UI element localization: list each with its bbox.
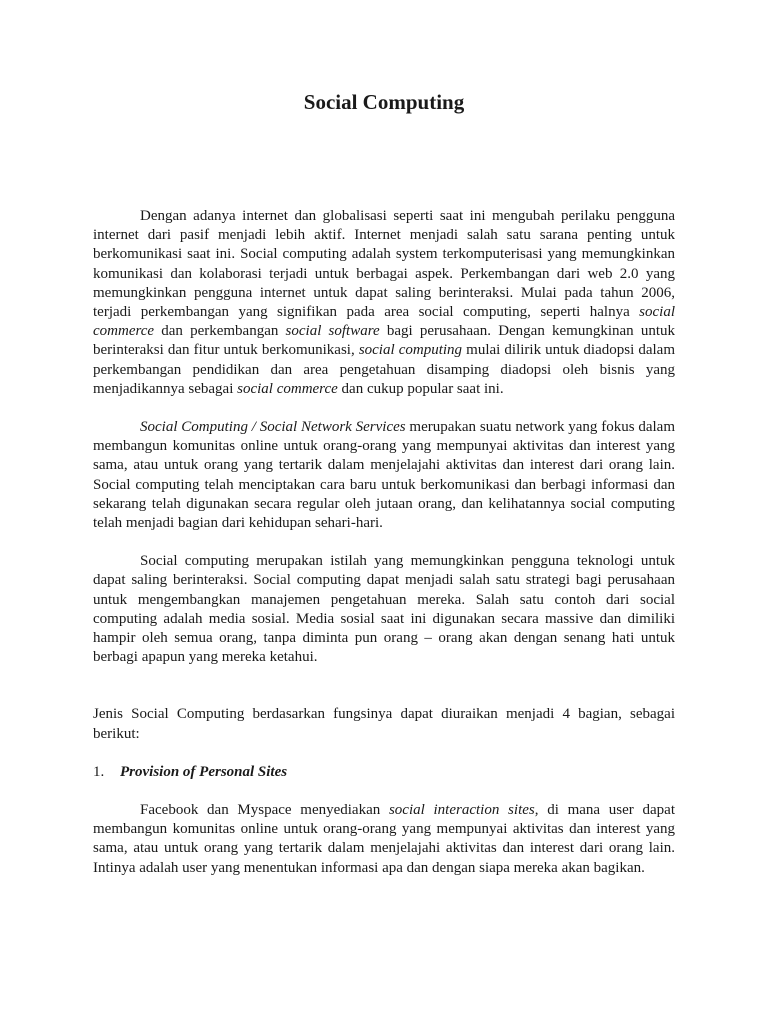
text-run: , di mana user dapat membangun komunitas online untuk orang-orang yang mempunyai aktivitas dan interest yang sama, atau untuk orang yang tertarik dalam menjelajahi aktivitas dan interest dari orang lain. Intinya adalah user yang menentukan informasi apa dan dengan siapa mereka akan bagikan. <box>93 802 675 876</box>
italic-term: social interaction sites <box>388 802 535 819</box>
italic-term: social software <box>285 323 380 340</box>
paragraph-types: Jenis Social Computing berdasarkan fungsinya dapat diuraikan menjadi 4 bagian, sebagai berikut: <box>93 706 675 742</box>
document-body <box>93 207 675 878</box>
paragraph-explanation: Social computing merupakan istilah yang memungkinkan pengguna teknologi untuk dapat saling berinteraksi. Social computing dapat menjadi salah satu strategi bagi perusahaan untuk mengembangkan manajemen pengetahuan mereka. Salah satu contoh dari social computing adalah media sosial. Media sosial saat ini digunakan secara massive dan dimiliki hampir oleh semua orang, tanpa diminta pun orang – orang akan dengan senang hati untuk berbagi apapun yang mereka ketahui. <box>93 553 675 666</box>
italic-term: social commerce <box>237 380 338 397</box>
italic-term: Social Computing / Social Network Services <box>140 419 406 436</box>
paragraph-intro <box>93 207 675 399</box>
document-title: Social Computing <box>303 90 465 114</box>
text-run: bagi perusahaan. Dengan kemungkinan untuk berinteraksi dan fitur untuk berkomunikasi, <box>93 323 675 359</box>
paragraph-personal-sites <box>93 801 675 878</box>
section-number: 1. <box>93 763 105 780</box>
section-heading <box>93 763 675 782</box>
text-run: dan cukup popular saat ini. <box>337 380 504 397</box>
text-run: merupakan suatu network yang fokus dalam membangun komunitas online untuk orang-orang yang mempunyai aktivitas dan interest yang sama, atau untuk orang yang tertarik dalam menjelajahi aktivitas dan interest dari orang lain. Social computing telah menciptakan cara baru untuk berkomunikasi dan berbagi informasi dan sekarang telah digunakan secara regular oleh jutaan orang, dan kelihatannya social computing telah menjadi bagian dari kehidupan sehari-hari. <box>93 419 675 532</box>
text-run: Facebook dan Myspace menyediakan <box>140 802 389 819</box>
text-run: mulai dilirik untuk diadopsi dalam perkembangan pendidikan dan area pengetahuan disamping diadopsi oleh bisnis yang menjadikannya sebagai <box>93 342 675 397</box>
italic-term: social computing <box>358 342 463 359</box>
italic-term: social commerce <box>93 304 675 340</box>
text-run: Dengan adanya internet dan globalisasi seperti saat ini mengubah perilaku pengguna internet dari pasif menjadi lebih aktif. Internet menjadi salah satu sarana penting untuk berkomunikasi saat ini. Social computing adalah system terkomputerisasi yang memungkinkan komunikasi dan kolaborasi terjadi untuk berbagai aspek. Perkembangan dari web 2.0 yang memungkinkan pengguna internet untuk dapat saling berinteraksi. Mulai pada tahun 2006, terjadi perkembangan yang signifikan pada area social computing, seperti halnya <box>93 208 675 321</box>
text-run: dan perkembangan <box>154 323 286 340</box>
section-title: Provision of Personal Sites <box>120 763 288 780</box>
paragraph-definition <box>93 418 675 533</box>
